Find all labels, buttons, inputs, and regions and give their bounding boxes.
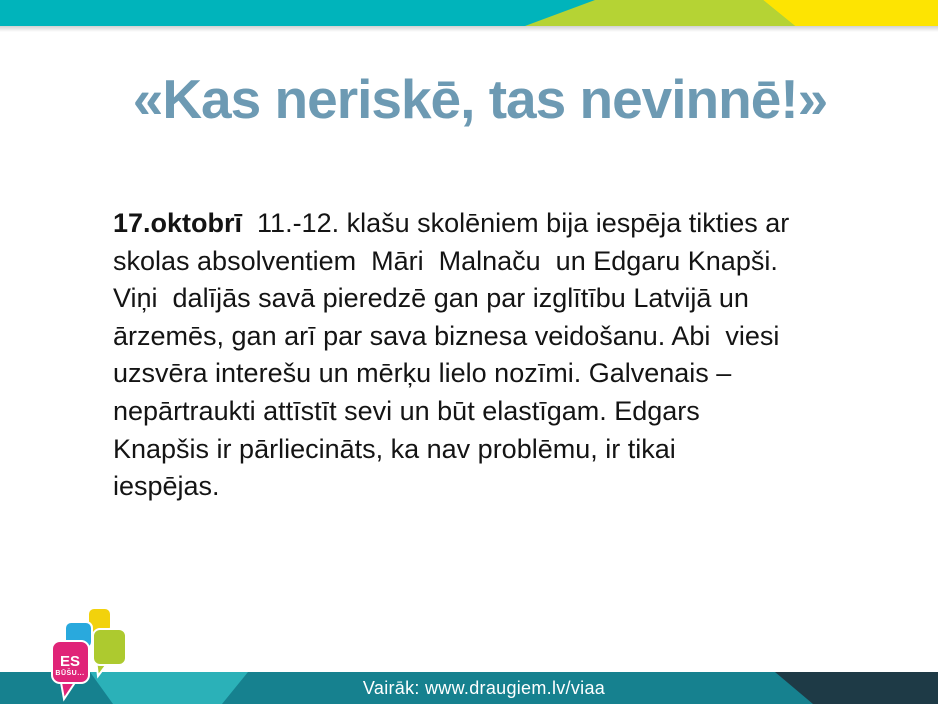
logo-green-bubble: [93, 629, 126, 676]
body-line: Viņi dalījās savā pieredzē gan par izglītību Latvijā un: [113, 283, 749, 314]
footer-url-text: Vairāk: www.draugiem.lv/viaa: [362, 678, 606, 698]
body-paragraph: [113, 205, 873, 506]
body-line: skolas absolventiem Māri Malnaču un Edgaru Knapši.: [113, 245, 778, 276]
top-ribbon-yellow-shape: [0, 0, 938, 26]
body-line: nepārtraukti attīstīt sevi un būt elastīgam. Edgars: [113, 395, 700, 426]
body-line: uzsvēra interešu un mērķu lielo nozīmi. Galvenais –: [113, 358, 732, 389]
body-line: ārzemēs, gan arī par sava biznesa veidošanu. Abi viesi: [113, 320, 780, 351]
body-line: Knapšis ir pārliecināts, ka nav problēmu, ir tikai: [113, 433, 676, 464]
es-busu-logo: [40, 594, 140, 704]
body-line: iespējas.: [113, 471, 220, 502]
top-ribbon: [0, 0, 938, 26]
footer-bar: [0, 672, 938, 704]
logo-text-es: ES: [59, 653, 81, 670]
logo-pink-bubble: [52, 641, 89, 699]
top-ribbon-shadow: [0, 26, 938, 32]
body-line: [113, 205, 873, 243]
logo-text-busu: BŪŠU...: [55, 670, 85, 677]
body-line-rest: 11.-12. klašu skolēniem bija iespēja tikties ar: [242, 208, 790, 238]
body-bold-lead: 17.oktobrī: [113, 208, 243, 238]
slide-title: «Kas neriskē, tas nevinnē!»: [132, 68, 828, 130]
